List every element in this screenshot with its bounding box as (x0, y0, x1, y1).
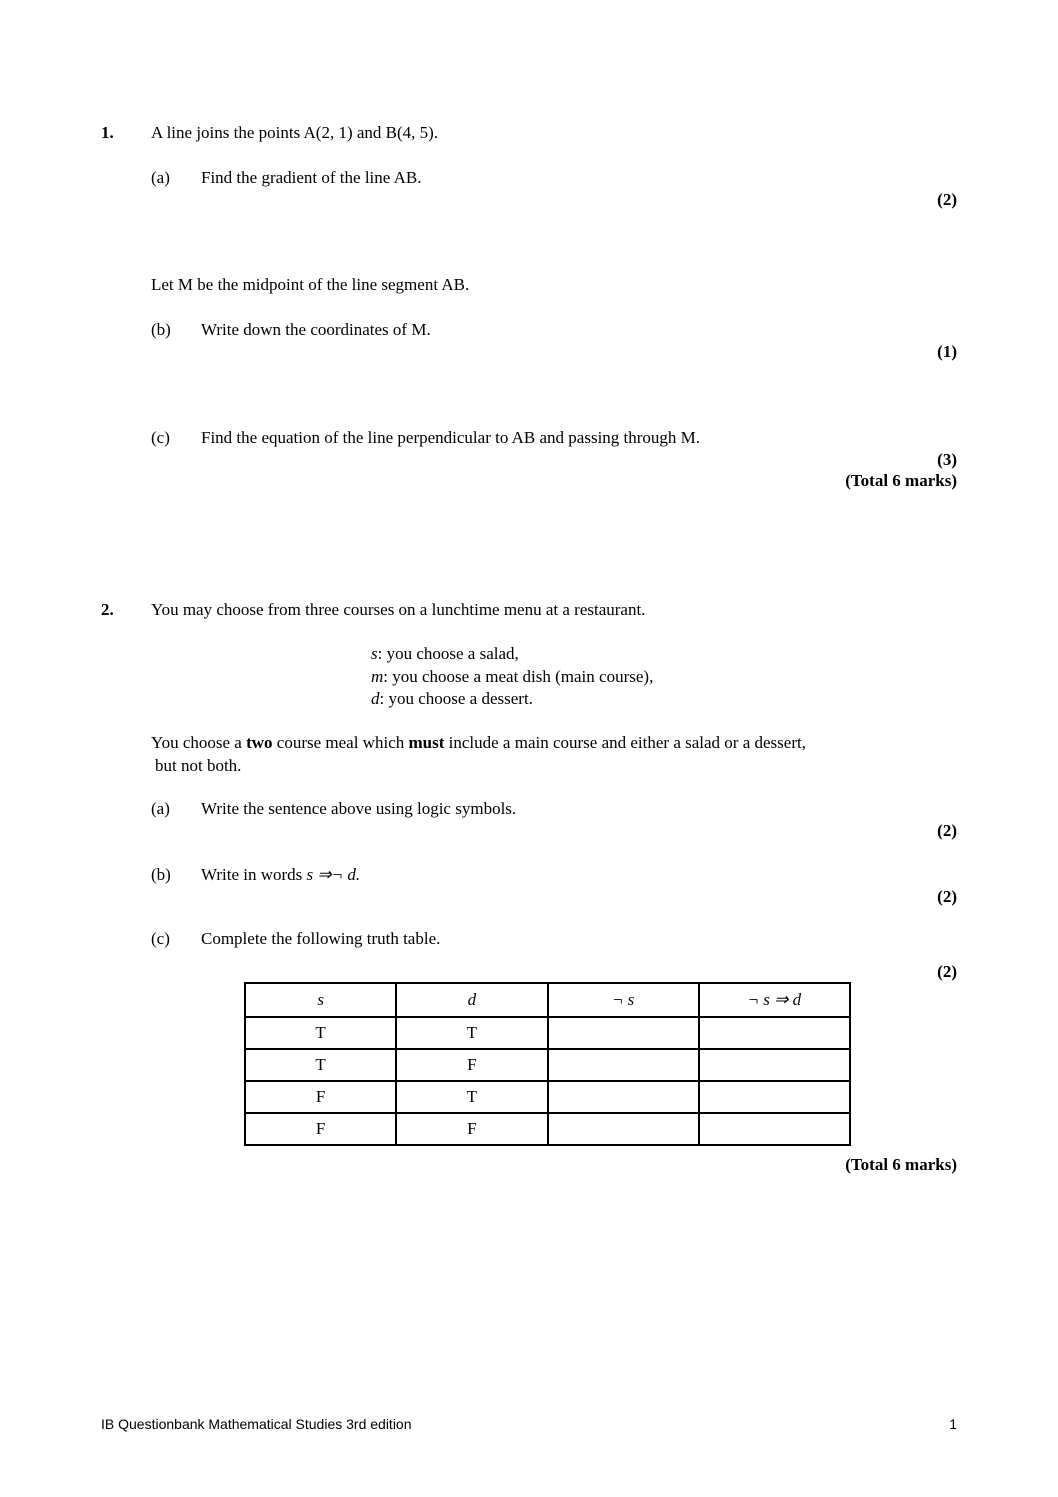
definition-m-text: : you choose a meat dish (main course), (383, 667, 654, 686)
question-2-sentence-line-2: but not both. (155, 756, 242, 775)
question-1b-text: Write down the coordinates of M. (201, 320, 431, 339)
sentence-part-3: include a main course and either a salad or a dessert, (444, 733, 806, 752)
page-number: 1 (949, 1416, 957, 1432)
question-1c-marks: (3) (937, 450, 957, 469)
definition-s (371, 644, 519, 664)
question-2b-label: (b) (151, 865, 171, 884)
table-row (245, 1049, 850, 1081)
question-2a-text: Write the sentence above using logic symbols. (201, 799, 517, 818)
definition-m-var: m (371, 667, 384, 686)
table-cell: F (396, 1049, 547, 1081)
sentence-part-1: You choose a (151, 733, 247, 752)
question-2-intro: You may choose from three courses on a lunchtime menu at a restaurant. (151, 600, 646, 619)
table-row (245, 1113, 850, 1145)
question-1-number: 1. (101, 123, 114, 142)
table-cell: T (245, 1049, 396, 1081)
definition-m (371, 667, 653, 687)
table-cell (699, 1017, 850, 1049)
question-1-intro: A line joins the points A(2, 1) and B(4, 5). (151, 123, 439, 142)
table-cell (699, 1081, 850, 1113)
question-1c-label: (c) (151, 428, 170, 447)
question-2-total-marks: (Total 6 marks) (845, 1155, 957, 1174)
question-2b-marks: (2) (937, 887, 957, 906)
table-cell: F (245, 1081, 396, 1113)
question-1a-marks: (2) (937, 190, 957, 209)
definition-s-text: : you choose a salad, (377, 644, 519, 663)
table-cell (699, 1113, 850, 1145)
table-row (245, 1081, 850, 1113)
table-cell (548, 1017, 699, 1049)
table-cell: F (245, 1113, 396, 1145)
question-1-midpoint-text: Let M be the midpoint of the line segment AB. (151, 275, 470, 294)
table-cell: T (245, 1017, 396, 1049)
question-2c-label: (c) (151, 929, 170, 948)
question-2-number: 2. (101, 600, 114, 619)
question-2a-marks: (2) (937, 821, 957, 840)
truth-table-header-row (245, 983, 850, 1017)
question-2b-expression: s ⇒¬ d. (306, 865, 361, 884)
question-1c-text: Find the equation of the line perpendicular to AB and passing through M. (201, 428, 701, 447)
definition-d-var: d (371, 689, 380, 708)
truth-table-header-not-s: ¬ s (548, 983, 699, 1017)
table-cell (699, 1049, 850, 1081)
table-cell (548, 1081, 699, 1113)
truth-table-header-not-s-implies-d: ¬ s ⇒ d (699, 983, 850, 1017)
truth-table-header-d: d (396, 983, 547, 1017)
question-2b-prefix: Write in words (201, 865, 307, 884)
question-1b-label: (b) (151, 320, 171, 339)
truth-table-header-s: s (245, 983, 396, 1017)
question-1a-label: (a) (151, 168, 170, 187)
question-1-total-marks: (Total 6 marks) (845, 471, 957, 490)
table-row (245, 1017, 850, 1049)
table-cell (548, 1049, 699, 1081)
footer-source: IB Questionbank Mathematical Studies 3rd edition (101, 1416, 412, 1432)
question-2-sentence-line-1 (151, 733, 806, 753)
question-2b-text (201, 865, 360, 885)
sentence-part-2: course meal which (272, 733, 409, 752)
question-2a-label: (a) (151, 799, 170, 818)
question-2c-marks: (2) (937, 962, 957, 981)
question-1a-text: Find the gradient of the line AB. (201, 168, 422, 187)
definition-d-text: : you choose a dessert. (379, 689, 533, 708)
question-2c-text: Complete the following truth table. (201, 929, 441, 948)
definition-d (371, 689, 533, 709)
sentence-emphasis-must: must (408, 733, 445, 752)
question-1b-marks: (1) (937, 342, 957, 361)
definition-s-var: s (371, 644, 378, 663)
table-cell (548, 1113, 699, 1145)
sentence-emphasis-two: two (246, 733, 273, 752)
table-cell: F (396, 1113, 547, 1145)
table-cell: T (396, 1017, 547, 1049)
table-cell: T (396, 1081, 547, 1113)
truth-table (244, 982, 851, 1146)
